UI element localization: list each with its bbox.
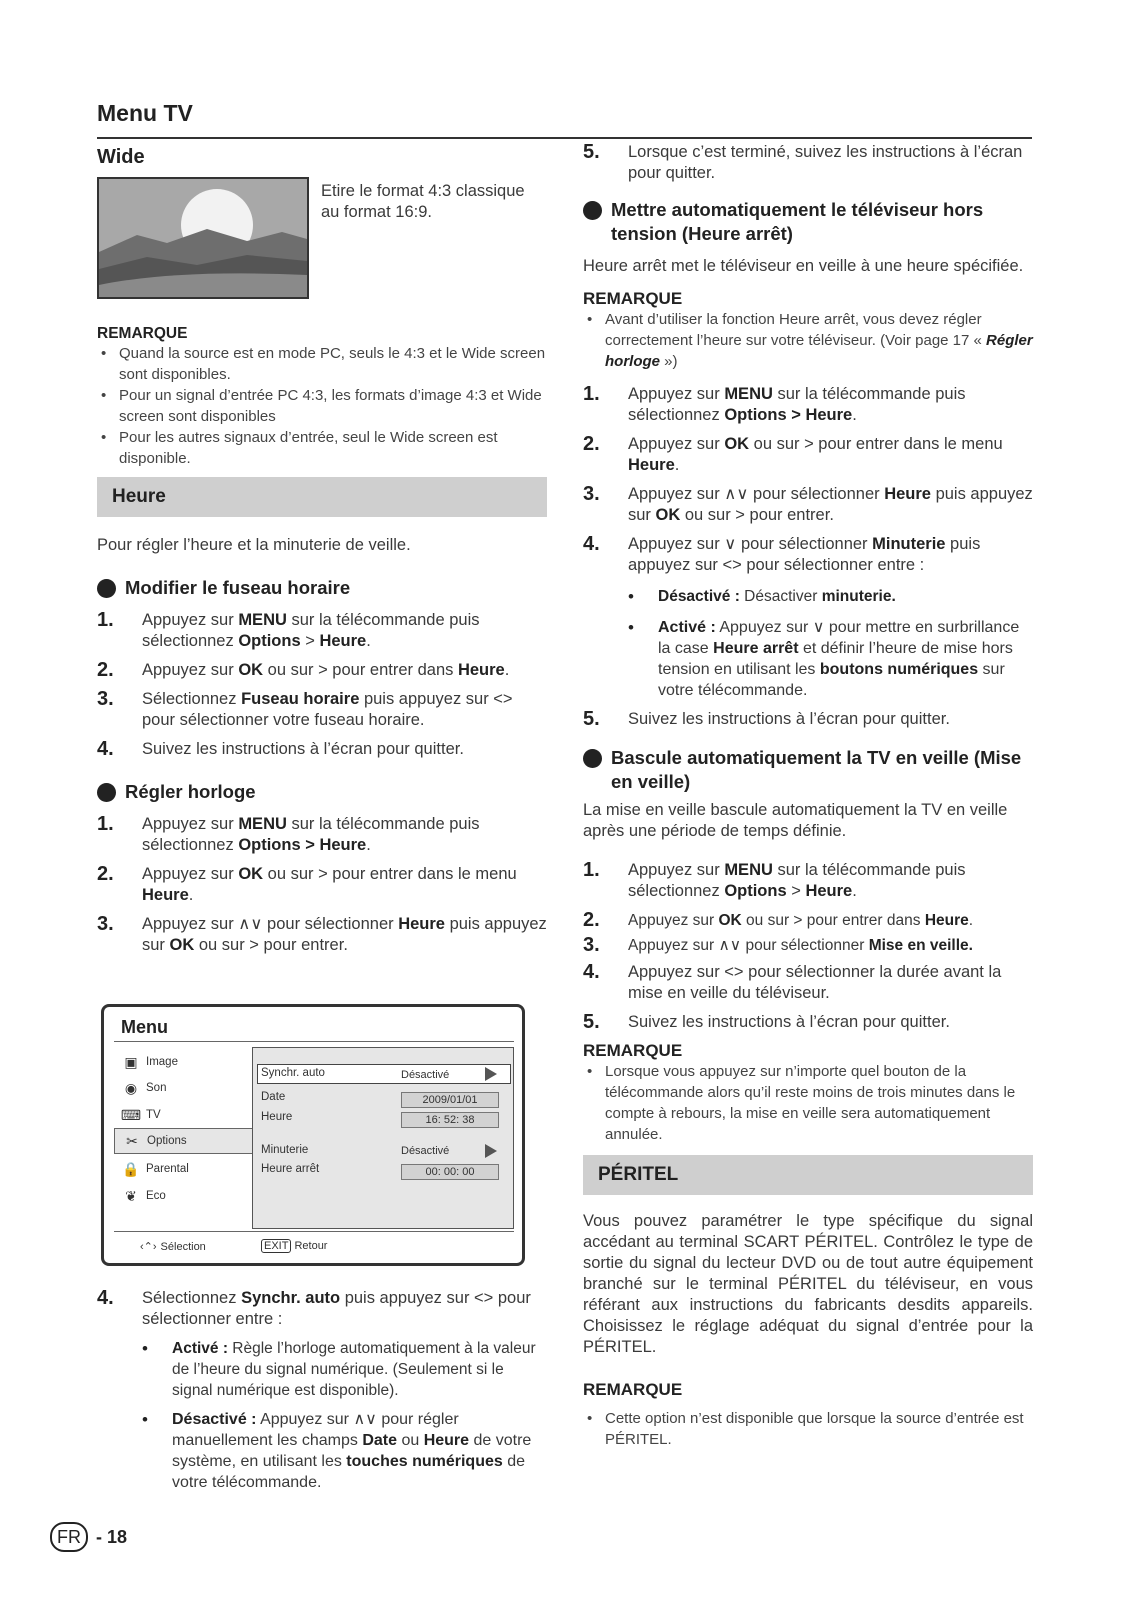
mise-en-veille-intro: La mise en veille bascule automatiquement la TV en veille après une période de temps définie. xyxy=(583,801,1008,840)
arret-steps xyxy=(583,384,1033,730)
heure-arret-heading: Mettre automatiquement le téléviseur hors tension (Heure arrêt) xyxy=(583,198,1033,246)
osd-menu-item-options[interactable]: ✂ Options xyxy=(114,1128,253,1154)
osd-footer-select: ‹⌃› Sélection xyxy=(140,1240,206,1253)
wide-remark-3: • Pour les autres signaux d’entrée, seul le Wide screen est disponible. xyxy=(97,427,547,469)
osd-menu-item-tv[interactable]: ⌨ TV xyxy=(120,1106,161,1123)
step: 3. Sélectionnez Fuseau horaire puis appuyez sur <> pour sélectionner votre fuseau horaire. xyxy=(97,688,513,729)
osd-menu-rule xyxy=(114,1041,514,1042)
peritel-text: Vous pouvez paramétrer le type spécifique du signal accédant au terminal SCART PÉRITEL. Contrôlez le type de sortie du signal du lecteur DVD ou de tout autre équipement branché sur le terminal PÉRITEL du téléviseur, en vous référant aux instructions du fabricants desdits appareils. Choisissez le réglage adéquat du signal d’entrée pour la PÉRITEL. xyxy=(583,1212,1033,1356)
step: 5. Suivez les instructions à l’écran pour quitter. xyxy=(583,708,950,730)
step: 1. Appuyez sur MENU sur la télécommande puis sélectionnez Options > Heure. xyxy=(97,609,480,650)
synchr-deactivated-bullet: • Désactivé : Appuyez sur ∧∨ pour régler manuellement les champs Date ou Heure de votre système, en utilisant les touches numériques de votre télécommande. xyxy=(97,1409,547,1493)
minuterie-arrow-icon xyxy=(485,1144,497,1158)
tv-antenna-icon: ⌨ xyxy=(120,1106,142,1123)
date-label: Date xyxy=(261,1091,286,1103)
step: 5. Lorsque c’est terminé, suivez les instructions à l’écran pour quitter. xyxy=(583,141,1023,182)
mise-en-veille-heading: Bascule automatiquement la TV en veille (Mise en veille) xyxy=(583,746,1033,794)
veille-steps xyxy=(583,860,1033,1033)
synchr-auto-label: Synchr. auto xyxy=(261,1067,325,1079)
exit-key-icon: EXIT xyxy=(261,1239,291,1253)
step: 4. Suivez les instructions à l’écran pour quitter. xyxy=(97,738,464,760)
speaker-icon: ◉ xyxy=(124,1079,138,1096)
step: 1. Appuyez sur MENU sur la télécommande puis sélectionnez Options > Heure. xyxy=(583,859,966,900)
osd-footer-rule xyxy=(114,1231,514,1232)
language-badge: FR xyxy=(50,1522,88,1552)
horloge-continued xyxy=(97,1288,547,1493)
horloge-heading: Régler horloge xyxy=(97,780,547,804)
heure-arret-field[interactable]: 00: 00: 00 xyxy=(401,1164,499,1180)
wide-heading: Wide xyxy=(97,146,145,168)
wide-remark-1: • Quand la source est en mode PC, seuls le 4:3 et le Wide screen sont disponibles. xyxy=(97,343,547,385)
page-number: - 18 xyxy=(96,1526,128,1547)
step: 4. Appuyez sur ∨ pour sélectionner Minuterie puis appuyez sur <> pour sélectionner entre : xyxy=(583,533,981,574)
step: 4. Appuyez sur <> pour sélectionner la durée avant la mise en veille du téléviseur. xyxy=(583,961,1002,1002)
step: 5. Suivez les instructions à l’écran pour quitter. xyxy=(583,1011,950,1033)
veille-remark: • Lorsque vous appuyez sur n’importe quel bouton de la télécommande alors qu’il reste moins de trois minutes dans le compte à rebours, la mise en veille sera automatiquement annulée. xyxy=(583,1061,1033,1145)
date-field[interactable]: 2009/01/01 xyxy=(401,1092,499,1108)
osd-menu-item-parental[interactable]: 🔒 Parental xyxy=(122,1160,189,1177)
osd-footer-back: EXIT Retour xyxy=(261,1239,327,1253)
step: 4. Sélectionnez Synchr. auto puis appuyez sur <> pour sélectionner entre : xyxy=(97,1287,531,1328)
osd-menu-title: Menu xyxy=(121,1017,168,1037)
tools-icon: ✂ xyxy=(126,1132,138,1149)
heure-section-bar xyxy=(97,477,547,517)
step: 3. Appuyez sur ∧∨ pour sélectionner Heure puis appuyez sur OK ou sur > pour entrer. xyxy=(97,913,547,954)
wide-remark-2: • Pour un signal d’entrée PC 4:3, les formats d’image 4:3 et Wide screen sont disponibles xyxy=(97,385,547,427)
osd-menu-screenshot xyxy=(101,1004,525,1266)
arret-remark: • Avant d’utiliser la fonction Heure arrêt, vous devez régler correctement l’heure sur votre téléviseur. (Voir page 17 « Régler horloge ») xyxy=(583,309,1033,372)
heure-intro: Pour régler l’heure et la minuterie de veille. xyxy=(97,536,411,554)
page-title: Menu TV xyxy=(97,100,193,126)
step: 2. Appuyez sur OK ou sur > pour entrer dans Heure. xyxy=(97,659,510,681)
osd-menu-item-eco[interactable]: ❦ Eco xyxy=(114,1185,252,1207)
peritel-remark-title: REMARQUE xyxy=(583,1380,683,1399)
heure-arret-intro: Heure arrêt met le téléviseur en veille à une heure spécifiée. xyxy=(583,257,1024,275)
peritel-section-bar xyxy=(583,1155,1033,1195)
step: 2. Appuyez sur OK ou sur > pour entrer dans Heure. xyxy=(583,909,974,931)
navigation-arrows-icon: ‹⌃› xyxy=(140,1241,157,1253)
wide-description: Etire le format 4:3 classique au format 16:9. xyxy=(321,182,525,221)
step: 3. Appuyez sur ∧∨ pour sélectionner Mise en veille. xyxy=(583,934,973,956)
tv-picture-icon: ▣ xyxy=(124,1053,138,1070)
step: 2. Appuyez sur OK ou sur > pour entrer dans le menu Heure. xyxy=(583,433,1003,474)
minuterie-deactivated-bullet: • Désactivé : Désactiver minuterie. xyxy=(583,586,1033,607)
synchr-arrow-icon xyxy=(485,1067,497,1081)
fuseau-heading: Modifier le fuseau horaire xyxy=(97,576,547,600)
leaf-icon: ❦ xyxy=(125,1187,137,1204)
step: 3. Appuyez sur ∧∨ pour sélectionner Heure puis appuyez sur OK ou sur > pour entrer. xyxy=(583,483,1033,524)
fuseau-steps xyxy=(97,610,547,760)
osd-options-panel xyxy=(252,1047,514,1229)
lock-icon: 🔒 xyxy=(122,1160,140,1177)
minuterie-label: Minuterie xyxy=(261,1144,309,1156)
left-column xyxy=(97,142,547,956)
step: 1. Appuyez sur MENU sur la télécommande puis sélectionnez Options > Heure. xyxy=(97,813,480,854)
minuterie-activated-bullet: • Activé : Appuyez sur ∨ pour mettre en surbrillance la case Heure arrêt et définir l’heure de mise hors tension en utilisant les boutons numériques sur votre télécommande. xyxy=(583,617,1033,701)
synchr-auto-value: Désactivé xyxy=(401,1069,450,1081)
peritel-section-title: PÉRITEL xyxy=(598,1164,679,1185)
title-divider xyxy=(97,137,1032,139)
arret-remark-title: REMARQUE xyxy=(583,289,683,308)
synchr-activated-bullet: • Activé : Règle l’horloge automatiquement à la valeur de l’heure du signal numérique. (Seulement si le signal numérique est disponible). xyxy=(97,1338,547,1401)
minuterie-value[interactable]: Désactivé xyxy=(401,1145,450,1157)
osd-menu-item-son[interactable]: ◉ Son xyxy=(114,1077,252,1099)
heure-field[interactable]: 16: 52: 38 xyxy=(401,1112,499,1128)
horloge-steps xyxy=(97,814,547,956)
osd-menu-item-image[interactable]: ▣ Image xyxy=(114,1051,252,1073)
right-column xyxy=(583,142,1033,1450)
wide-remark-title: REMARQUE xyxy=(97,325,188,342)
veille-remark-title: REMARQUE xyxy=(583,1041,683,1060)
step: 1. Appuyez sur MENU sur la télécommande puis sélectionnez Options > Heure. xyxy=(583,383,966,424)
heure-section-title: Heure xyxy=(112,486,166,507)
heure-arret-label: Heure arrêt xyxy=(261,1163,320,1175)
heure-label: Heure xyxy=(261,1111,293,1123)
page-footer xyxy=(50,1522,127,1552)
step: 2. Appuyez sur OK ou sur > pour entrer dans le menu Heure. xyxy=(97,863,517,904)
peritel-remark: • Cette option n’est disponible que lorsque la source d’entrée est PÉRITEL. xyxy=(583,1408,1033,1450)
wide-format-illustration xyxy=(97,177,309,299)
